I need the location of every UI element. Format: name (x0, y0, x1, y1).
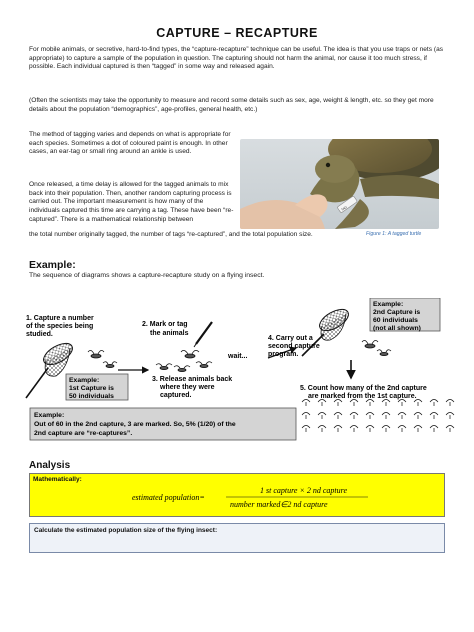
step1-box-line3: 50 individuals (69, 393, 114, 400)
insect-icon-group-released (156, 362, 212, 372)
formula-box (29, 473, 445, 517)
figure-caption: Figure 1: A tagged turtle (366, 231, 422, 237)
step1-line2: of the species being (26, 323, 94, 330)
insect-grid-icon (302, 400, 454, 433)
bottom-box-line3: 2nd capture are “re-captures”. (34, 430, 133, 437)
step4-line3: program. (268, 351, 299, 358)
step4-box-line2: 2nd Capture is (373, 309, 421, 316)
step2-line2: the animals (150, 330, 189, 337)
step4-line2: second capture (268, 343, 320, 350)
step3-line1: 3. Release animals back (152, 376, 233, 383)
relationship-paragraph: the total number originally tagged, the number of tags “re-captured”, and the total population size. (29, 231, 313, 238)
step5-line2: are marked from the 1st capture. (308, 393, 417, 400)
formula-denominator: number marked∈2 nd capture (230, 500, 328, 509)
step5-line1: 5. Count how many of the 2nd capture (300, 385, 427, 392)
tagged-turtle-photo (240, 139, 439, 229)
step1-line3: studied. (26, 331, 53, 338)
population-formula (130, 483, 430, 511)
step1-box-line2: 1st Capture is (69, 385, 114, 392)
answer-box[interactable] (29, 523, 445, 553)
step1-box-line1: Example: (69, 377, 100, 384)
insect-icon-group-1 (88, 350, 117, 367)
release-paragraph: Once released, a time delay is allowed for the tagged animals to mix back into their population. Then, another random capturing process is carried out. The important measurement is how many of the individuals captured this time are carrying a tag. These have been “re-captured”. There is a mathematical relationship between (29, 181, 234, 223)
wait-label: wait... (228, 353, 248, 360)
step3-line3: captured. (160, 392, 192, 399)
marker-pen-icon (194, 322, 212, 347)
capture-recapture-diagram (18, 298, 458, 444)
step4-box-line4: (not all shown) (373, 325, 421, 332)
step4-box-line3: 60 individuals (373, 317, 418, 324)
formula-lhs: estimated population= (132, 493, 205, 502)
intro-paragraph: For mobile animals, or secretive, hard-to-find types, the “capture-recapture” technique can be useful. The idea is that you use traps or nets (as appropriate) to capture a sample of the population in question. The capturing should not harm the animal, nor cause it too much stress, if possible. Each individual captured is then “tagged” in some way and released again. (29, 46, 444, 71)
step1-line1: 1. Capture a number (26, 315, 94, 322)
math-label: Mathematically: (33, 476, 82, 483)
insect-icon-group-2 (362, 340, 391, 355)
demographics-paragraph: (Often the scientists may take the opportunity to measure and record some details such as sex, age, weight & length, etc. so they get more details about the population “demographics”, age-profiles, general health, etc.) (29, 97, 434, 113)
formula-numerator: 1 st capture × 2 nd capture (260, 486, 348, 495)
example-heading: Example: (29, 259, 76, 271)
insect-icon-marked (181, 350, 199, 358)
step4-box-line1: Example: (373, 301, 404, 308)
step3-line2: where they were (160, 384, 215, 391)
step1-label (26, 315, 94, 338)
bottom-box-line1: Example: (34, 412, 65, 419)
bottom-box-line2: Out of 60 in the 2nd capture, 3 are marked. So, 5% (1/20) of the (34, 421, 236, 428)
example-intro: The sequence of diagrams shows a capture-recapture study on a flying insect. (29, 272, 265, 279)
page-title: CAPTURE – RECAPTURE (156, 26, 318, 40)
svg-text:TAG: TAG (340, 204, 348, 212)
step4-line1: 4. Carry out a (268, 335, 313, 342)
question-label: Calculate the estimated population size of the flying insect: (34, 527, 218, 534)
analysis-heading: Analysis (29, 460, 71, 471)
step2-line1: 2. Mark or tag (142, 321, 188, 328)
tagging-paragraph: The method of tagging varies and depends on what is appropriate for each species. Sometimes a dot of coloured paint is enough. In other cases, an ear-tag or small ring around an ankle is used. (29, 131, 231, 156)
